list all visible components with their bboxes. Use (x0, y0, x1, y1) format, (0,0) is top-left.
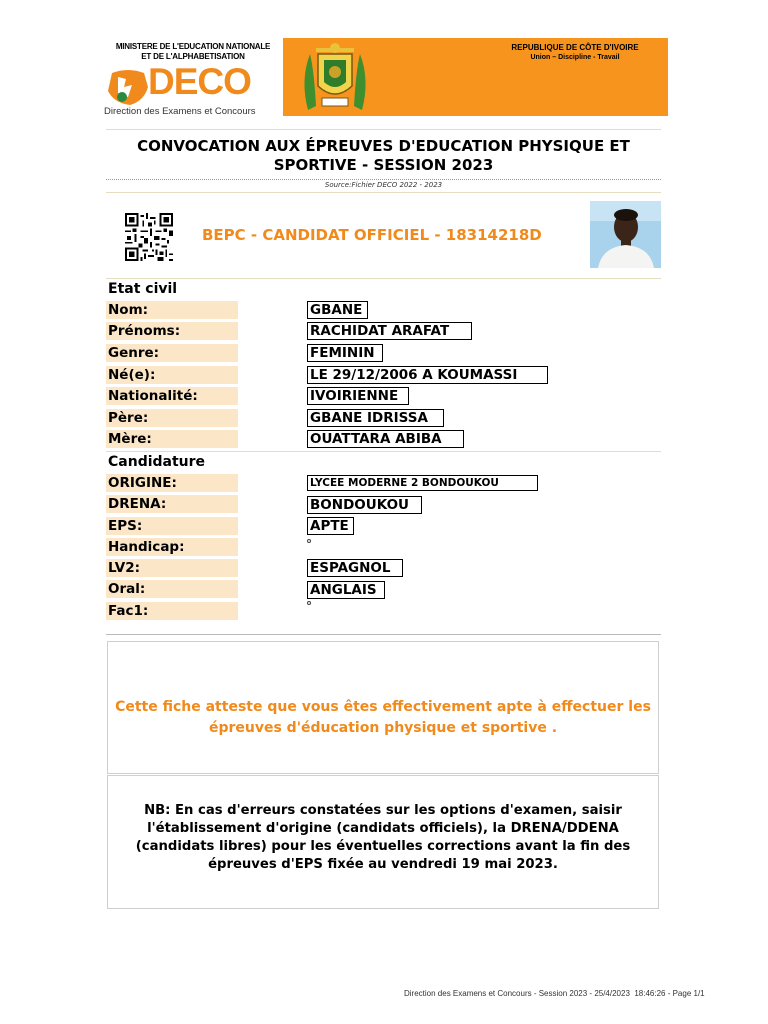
value-mere: OUATTARA ABIBA (307, 430, 464, 448)
label-ne: Né(e): (106, 366, 238, 384)
value-nom: GBANE (307, 301, 368, 319)
page-footer: Direction des Examens et Concours - Session 2023 - 25/4/2023 18:46:26 - Page 1/1 (404, 989, 705, 998)
label-nom: Nom: (106, 301, 238, 319)
label-prenoms: Prénoms: (106, 322, 238, 340)
label-lv2: LV2: (106, 559, 238, 577)
ministry-line-2: ET DE L'ALPHABETISATION (141, 52, 245, 61)
label-eps: EPS: (106, 517, 238, 535)
label-pere: Père: (106, 409, 238, 427)
attestation-text: Cette fiche atteste que vous êtes effectivement apte à effectuer les épreuves d'éducation physique et sportive . (115, 699, 651, 736)
section-candidature: Candidature (108, 454, 206, 470)
document-title: CONVOCATION AUX ÉPREUVES D'EDUCATION PHYSIQUE ET SPORTIVE - SESSION 2023 (137, 137, 630, 174)
value-ne: LE 29/12/2006 A KOUMASSI (307, 366, 548, 384)
label-handicap: Handicap: (106, 538, 238, 556)
logo-subtitle: Direction des Examens et Concours (104, 106, 256, 117)
label-genre: Genre: (106, 344, 238, 362)
divider (106, 634, 661, 635)
value-origine: LYCEE MODERNE 2 BONDOUKOU (307, 475, 538, 491)
value-eps: APTE (307, 517, 354, 535)
divider (106, 129, 661, 130)
person-icon (590, 201, 661, 268)
republic-name: REPUBLIQUE DE CÔTE D'IVOIRE (511, 43, 639, 52)
label-fac1: Fac1: (106, 602, 238, 620)
ministry-line-1: MINISTERE DE L'EDUCATION NATIONALE (115, 42, 271, 51)
value-lv2: ESPAGNOL (307, 559, 403, 577)
republic-motto: Union – Discipline - Travail (530, 54, 620, 61)
logo-text: DECO (148, 61, 251, 102)
deco-logo-icon (104, 67, 152, 107)
divider (106, 179, 661, 180)
label-nationalite: Nationalité: (106, 387, 238, 405)
value-genre: FEMININ (307, 344, 383, 362)
nb-text: NB: En cas d'erreurs constatées sur les options d'examen, saisir l'établissement d'origine (candidats officiels), la DRENA/DDENA (candidats libres) pour les éventuelles corrections avant la fin des épreuves d'EPS fixée au vendredi 19 mai 2023. (135, 803, 631, 872)
label-drena: DRENA: (106, 495, 238, 513)
value-drena: BONDOUKOU (307, 496, 422, 514)
source-note: Source:Fichier DECO 2022 - 2023 (324, 181, 443, 189)
label-oral: Oral: (106, 580, 238, 598)
value-nationalite: IVOIRIENNE (307, 387, 409, 405)
value-pere: GBANE IDRISSA (307, 409, 444, 427)
coat-of-arms-icon (290, 40, 380, 114)
empty-value-marker (307, 601, 311, 605)
value-prenoms: RACHIDAT ARAFAT (307, 322, 472, 340)
divider (106, 451, 661, 452)
divider (106, 278, 661, 279)
section-etat-civil: Etat civil (108, 281, 178, 297)
ministry-name (98, 42, 288, 62)
label-origine: ORIGINE: (106, 474, 238, 492)
candidate-heading: BEPC - CANDIDAT OFFICIEL - 18314218D (202, 226, 542, 244)
label-mere: Mère: (106, 430, 238, 448)
candidate-photo (590, 201, 661, 268)
qr-code-icon (125, 213, 173, 261)
value-oral: ANGLAIS (307, 581, 385, 599)
divider (106, 192, 661, 193)
empty-value-marker (307, 539, 311, 543)
